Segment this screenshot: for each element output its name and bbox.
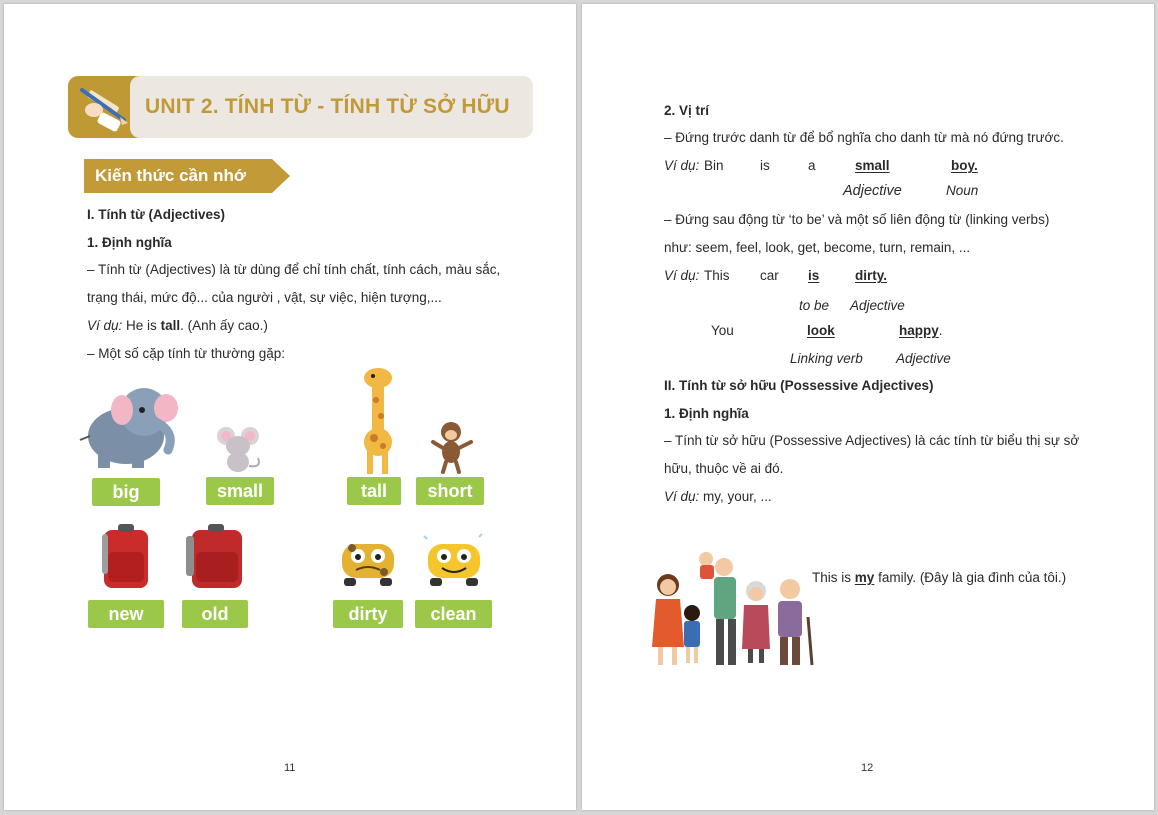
pairs-intro: – Một số cặp tính từ thường gặp: (87, 346, 286, 361)
ex2-word-is: is (808, 268, 820, 283)
subheading-definition-2: 1. Định nghĩa (664, 406, 749, 421)
page-number-right: 12 (861, 762, 874, 774)
ex1-label: Ví dụ: (664, 158, 700, 173)
ex2-tag-adjective: Adjective (850, 298, 905, 313)
word-big: big (92, 478, 160, 506)
definition-line-2: trạng thái, mức độ... của người , vật, sự việc, hiện tượng,... (87, 290, 442, 305)
right-page (582, 4, 1154, 810)
possessive-line-2: hữu, thuộc về ai đó. (664, 461, 784, 476)
ex3-word-look: look (807, 323, 835, 338)
mouse-icon (214, 424, 266, 474)
heading-adjectives: I. Tính từ (Adjectives) (87, 207, 226, 222)
ex3-word-happy: happy. (899, 323, 943, 338)
unit-header (68, 76, 533, 138)
old-backpack-icon (180, 522, 252, 592)
ex3-tag-adjective: Adjective (896, 351, 951, 366)
dirty-car-icon (336, 526, 400, 590)
ex2-label: Ví dụ: (664, 268, 700, 283)
unit-title-box (130, 76, 533, 138)
family-illustration (648, 547, 823, 669)
word-small: small (206, 477, 274, 505)
ex2-word-car: car (760, 268, 779, 283)
clean-car-icon (420, 526, 488, 590)
example-label: Ví dụ: (87, 318, 123, 333)
monkey-icon (429, 420, 475, 474)
new-backpack-icon (92, 522, 158, 592)
ex1-word-small: small (855, 158, 890, 173)
ex2-word-dirty: dirty. (855, 268, 888, 283)
family-sentence: This is my family. (Đây là gia đình của tôi.) (812, 570, 1067, 585)
word-clean: clean (415, 600, 492, 628)
possessive-line-1: – Tính từ sở hữu (Possessive Adjectives) là các tính từ biểu thị sự sở (664, 433, 1080, 448)
word-old: old (182, 600, 248, 628)
example-pre: He is (126, 318, 157, 333)
heading-possessive: II. Tính từ sở hữu (Possessive Adjectives) (664, 378, 934, 393)
word-short: short (416, 477, 484, 505)
definition-line-1: – Tính từ (Adjectives) là từ dùng để chỉ tính chất, tính cách, màu sắc, (87, 262, 501, 277)
section-label-banner (84, 159, 290, 193)
word-tall: tall (347, 477, 401, 505)
position-line-2: – Đứng sau động từ ‘to be’ và một số liên động từ (linking verbs) (664, 212, 1050, 227)
ex1-word-a: a (808, 158, 816, 173)
ex1-word-boy: boy. (951, 158, 978, 173)
heading-position: 2. Vị trí (664, 103, 710, 118)
ex2-word-this: This (704, 268, 730, 283)
ex1-tag-noun: Noun (946, 183, 979, 198)
ex3-tag-linking-verb: Linking verb (790, 351, 863, 366)
word-new: new (88, 600, 164, 628)
left-page (4, 4, 576, 810)
page-number-left: 11 (284, 762, 296, 774)
example-line (87, 317, 268, 335)
word-dirty: dirty (333, 600, 403, 628)
ex1-word-bin: Bin (704, 158, 724, 173)
subheading-definition: 1. Định nghĩa (87, 235, 172, 250)
ex1-tag-adjective: Adjective (843, 183, 902, 199)
ex3-word-you: You (711, 323, 734, 338)
ex1-word-is: is (760, 158, 770, 173)
position-line-3: như: seem, feel, look, get, become, turn, remain, ... (664, 240, 971, 255)
ex2-tag-to-be: to be (799, 298, 830, 313)
giraffe-icon (352, 366, 408, 478)
elephant-icon (76, 378, 186, 472)
section-label: Kiến thức cần nhớ (95, 166, 246, 185)
possessive-example: Ví dụ: my, your, ... (664, 489, 772, 504)
unit-title: UNIT 2. TÍNH TỪ - TÍNH TỪ SỞ HỮU (145, 95, 510, 118)
example-post: . (Anh ấy cao.) (180, 318, 268, 333)
position-line-1: – Đứng trước danh từ để bổ nghĩa cho danh từ mà nó đứng trước. (664, 130, 1064, 145)
example-bold: tall (160, 318, 181, 333)
